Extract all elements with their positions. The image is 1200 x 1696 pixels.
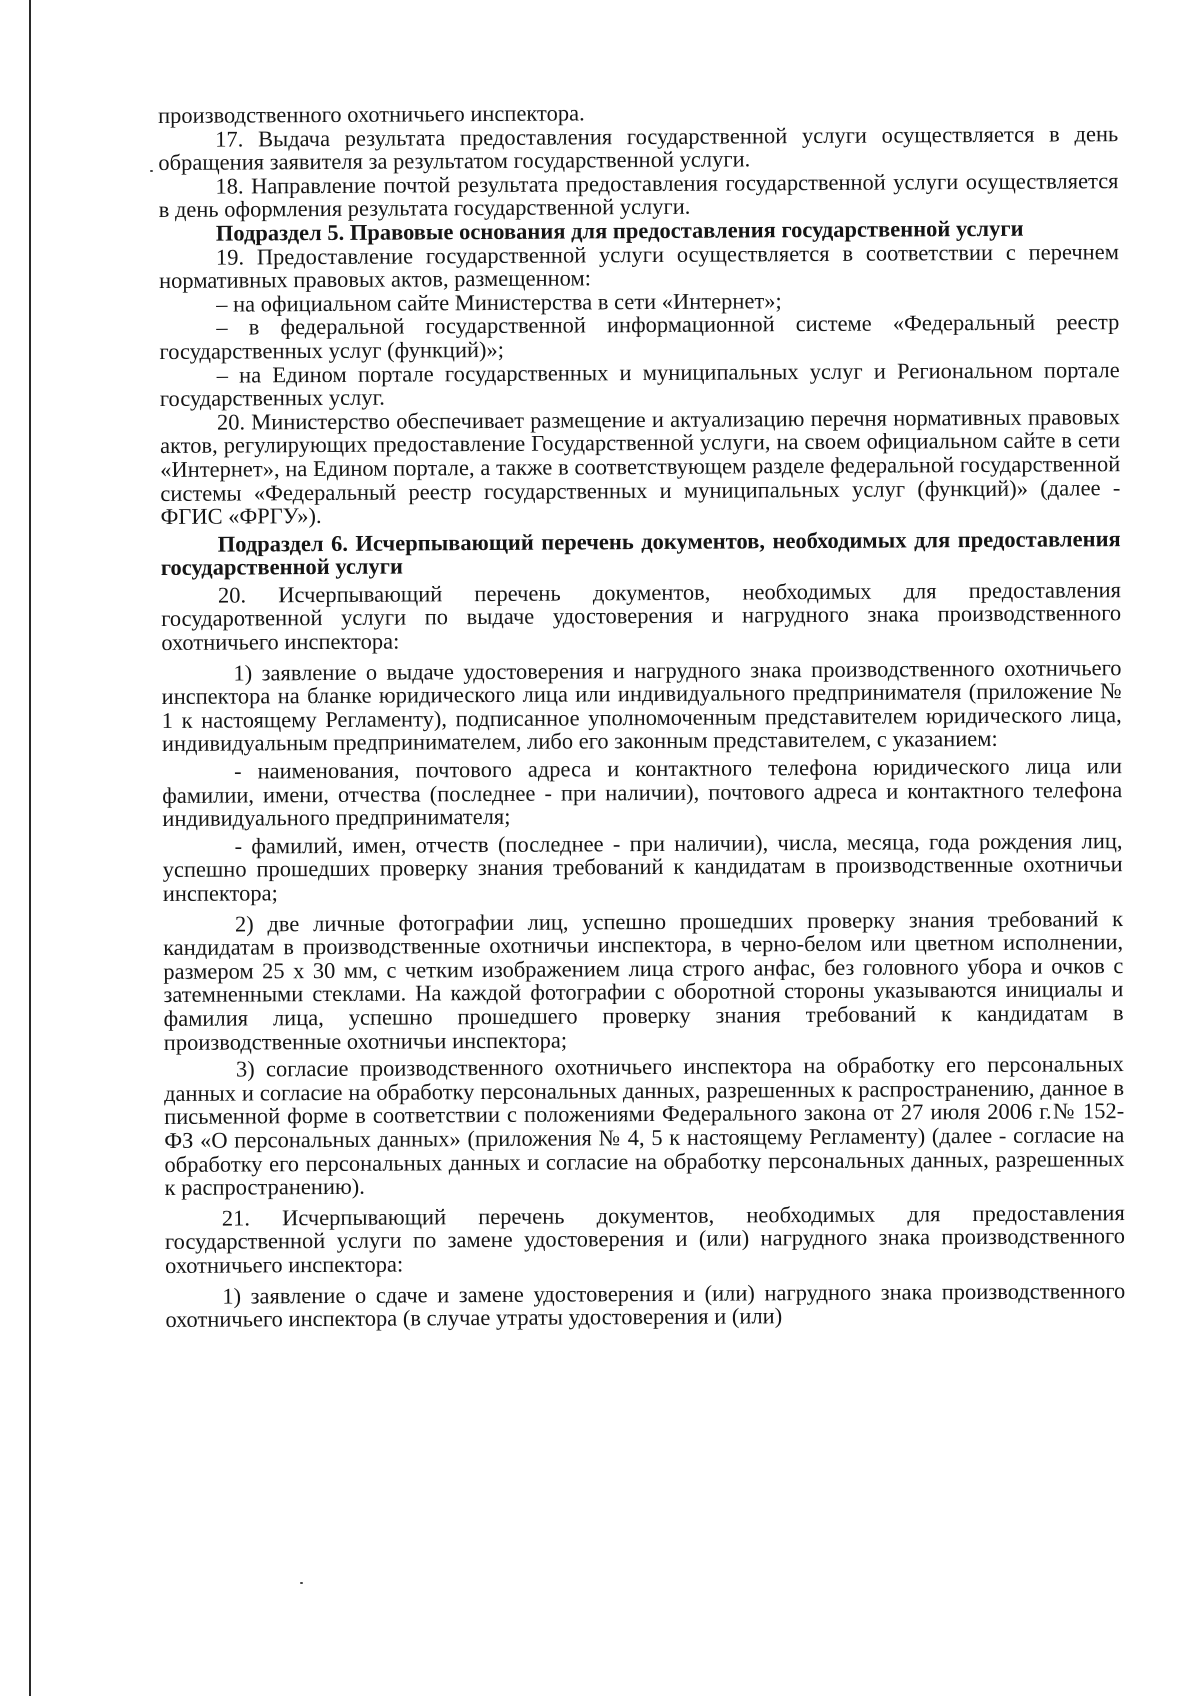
list-item-name-address: - наименования, почтового адреса и контактного телефона юридического лица или фамилии, имени, отчества (последнее - при наличии), почтового адреса и контактного телефона индивидуального предпринимателя;: [162, 753, 1123, 832]
paragraph-item-21: 21. Исчерпывающий перечень документов, необходимых для предоставления государственной услуги по замене удостоверения и (или) нагрудного знака производственного охотничьего инспектора:: [164, 1199, 1126, 1278]
list-item-replacement-application: 1) заявление о сдаче и замене удостоверения и (или) нагрудного знака производственного охотничьего инспектора (в случае утраты удостоверения и (или): [165, 1277, 1126, 1333]
list-item-application: 1) заявление о выдаче удостоверения и нагрудного знака производственного охотничьего инспектора на бланке юридического лица или индивидуального предпринимателя (приложение № 1 к настоящему Регламенту), подписанное уполномоченным представителем юридического лица, индивидуальным предпринимателем, либо его законным представителем, с указанием:: [161, 654, 1122, 757]
paragraph-item-17: 17. Выдача результата предоставления государственной услуги осуществляется в день обращения заявителя за результатом государственной услуги.: [158, 120, 1119, 176]
list-item-unified-portal: – на Едином портале государственных и муниципальных услуг и Региональном портале государственных услуг.: [159, 356, 1120, 412]
scan-edge-line: [29, 0, 31, 1696]
paragraph-item-20-documents: 20. Исчерпывающий перечень документов, необходимых для предоставления государотвенной услуги по выдаче удостоверения и нагрудного знака производственного охотничьего инспектора:: [161, 577, 1122, 656]
list-item-consent: 3) согласие производственного охотничьего инспектора на обработку его персональных данных и согласие на обработку персональных данных, разрешенных к распространению, данное в письменной форме в соответствии с положениями Федерального закона от 27 июля 2006 г.№ 152-ФЗ «О персональных данных» (приложения № 4, 5 к настоящему Регламенту) (далее - согласие на обработку его персональных данных и согласие на обработку персональных данных, разрешенных к распространению).: [163, 1051, 1125, 1201]
paragraph-item-19: 19. Предоставление государственной услуги осуществляется в соответствии с перечнем нормативных правовых актов, размещенном:: [159, 238, 1119, 294]
paragraph-continuation: производственного охотничьего инспектора.: [157, 100, 585, 128]
list-item-full-names: - фамилий, имен, отчеств (последнее - при наличии), числа, месяца, года рождения лиц, успешно прошедших проверку знания требований к кандидатам в производственные охотничьи инспектора;: [162, 827, 1123, 906]
scan-speck: [300, 1582, 303, 1584]
scan-speck: [150, 170, 153, 172]
list-item-official-site: – на официальном сайте Министерства в сети «Интернет»;: [216, 287, 782, 317]
list-item-federal-registry: – в федеральной государственной информационной системе «Федеральный реестр государственных услуг (функций)»;: [159, 309, 1120, 364]
paragraph-item-18: 18. Направление почтой результата предоставления государственной услуги осуществляется в день оформления результата государственной услуги.: [158, 167, 1119, 223]
list-item-photographs: 2) две личные фотографии лиц, успешно прошедших проверку знания требований к кандидатам в производственные охотничьи инспектора, в черно-белом или цветном исполнении, размером 25 х 30 мм, с четким изображением лица строго анфас, без головного убора и очков с затемненными стеклами. На каждой фотографии с оборотной стороны указываются инициалы и фамилия лица, успешно прошедшего проверку знания требований к кандидатам в производственные охотничьи инспектора;: [163, 905, 1124, 1055]
document-page: [158, 98, 1125, 1332]
subsection-6-heading: Подраздел 6. Исчерпывающий перечень документов, необходимых для предоставления государственной услуги: [160, 525, 1121, 581]
subsection-5-heading: Подраздел 5. Правовые основания для предоставления государственной услуги: [215, 215, 1024, 246]
paragraph-item-20-ministry: 20. Министерство обеспечивает размещение и актуализацию перечня нормативных правовых актов, регулирующих предоставление Государственной услуги, на своем официальном сайте в сети «Интернет», на Едином портале, а также в соответствующем разделе федеральной государственной системы «Федеральный реестр государственных и муниципальных услуг (функций)» (далее - ФГИС «ФРГУ»).: [160, 403, 1121, 530]
